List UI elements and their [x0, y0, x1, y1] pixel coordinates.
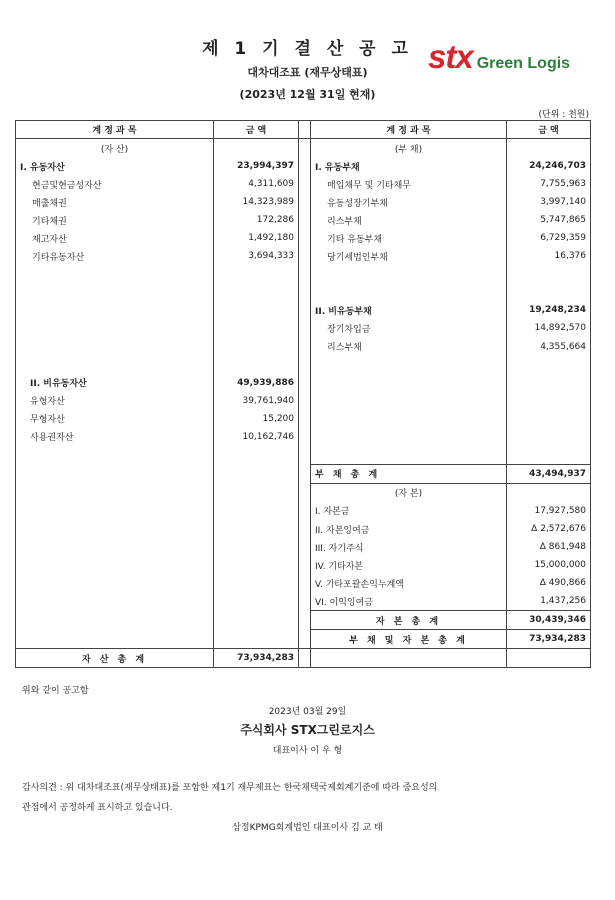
- table-row: [16, 211, 591, 229]
- equity-item-label: I. 자본금: [311, 502, 507, 520]
- table-row: [16, 356, 591, 374]
- equity-item-value: Δ 490,866: [507, 574, 591, 592]
- liability-item-value: 7,755,963: [507, 175, 591, 193]
- liability-item-value: 5,747,865: [507, 211, 591, 229]
- current-liabilities-total: 24,246,703: [507, 157, 591, 175]
- notice-title: 제 1 기 결 산 공 고: [202, 39, 413, 59]
- header-amount: 금 액: [507, 121, 591, 139]
- table-row: [16, 483, 591, 502]
- table-row: [16, 464, 591, 483]
- logo-stx-text: stx: [428, 38, 473, 75]
- equity-item-value: 1,437,256: [507, 592, 591, 611]
- table-row: [16, 338, 591, 356]
- assets-section-label: (자 산): [16, 139, 214, 158]
- company-logo: [428, 40, 570, 74]
- auditor-name: 삼정KPMG회계법인 대표이사 김 교 태: [232, 823, 383, 833]
- table-row: [16, 319, 591, 337]
- asset-item-label: 무형자산: [16, 410, 214, 428]
- table-row: [16, 502, 591, 520]
- audit-opinion-line2: 관점에서 공정하게 표시하고 있습니다.: [22, 803, 173, 813]
- table-row: [16, 139, 591, 158]
- header-account: 계 정 과 목: [311, 121, 507, 139]
- table-row: [16, 630, 591, 649]
- equity-item-label: V. 기타포괄손익누계액: [311, 574, 507, 592]
- noncurrent-assets-label: II. 비유동자산: [16, 374, 214, 392]
- table-row: [16, 592, 591, 611]
- noncurrent-liabilities-label: II. 비유동부채: [311, 301, 507, 319]
- table-row: [16, 611, 591, 630]
- liability-item-label: 당기세법인부채: [311, 247, 507, 265]
- asset-item-value: 172,286: [214, 211, 299, 229]
- liability-item-value: 14,892,570: [507, 319, 591, 337]
- notice-statement: 위와 같이 공고함: [22, 686, 89, 696]
- equity-item-label: II. 자본잉여금: [311, 520, 507, 538]
- liability-item-label: 리스부채: [311, 211, 507, 229]
- liability-item-label: 유동성장기부채: [311, 193, 507, 211]
- equity-item-value: 17,927,580: [507, 502, 591, 520]
- equity-item-value: Δ 861,948: [507, 538, 591, 556]
- asset-item-label: 재고자산: [16, 229, 214, 247]
- statement-subtitle: 대차대조표 (재무상태표): [247, 66, 368, 79]
- liability-item-value: 4,355,664: [507, 338, 591, 356]
- table-row: [16, 574, 591, 592]
- table-row: [16, 538, 591, 556]
- unit-label: (단위 : 천원): [538, 110, 589, 120]
- equity-item-label: IV. 기타자본: [311, 556, 507, 574]
- asset-item-value: 4,311,609: [214, 175, 299, 193]
- noncurrent-assets-total: 49,939,886: [214, 374, 299, 392]
- table-row: [16, 446, 591, 465]
- audit-opinion-line1: 감사의견 : 위 대차대조표(재무상태표)를 포함한 제1기 재무제표는 한국채택국제회계기준에 따라 중요성의: [22, 783, 438, 793]
- table-row: [16, 265, 591, 283]
- liability-item-label: 매입채무 및 기타채무: [311, 175, 507, 193]
- equity-section-label: (자 본): [311, 483, 507, 502]
- ceo-name: 대표이사 이 우 형: [272, 746, 343, 756]
- asset-item-label: 현금및현금성자산: [16, 175, 214, 193]
- liability-item-label: 리스부채: [311, 338, 507, 356]
- company-name: 주식회사 STX그린로지스: [240, 723, 375, 737]
- total-liabilities-label: 부 채 총 계: [311, 464, 507, 483]
- liabilities-section-label: (부 채): [311, 139, 507, 158]
- asset-item-value: 10,162,746: [214, 428, 299, 446]
- table-row: [16, 374, 591, 392]
- table-row: [16, 301, 591, 319]
- table-row: [16, 649, 591, 668]
- asset-item-label: 기타채권: [16, 211, 214, 229]
- equity-item-value: 15,000,000: [507, 556, 591, 574]
- asset-item-label: 매출채권: [16, 193, 214, 211]
- table-row: [16, 410, 591, 428]
- publication-date: 2023년 03월 29일: [268, 707, 347, 717]
- balance-sheet-table: [15, 120, 591, 668]
- table-row: [16, 157, 591, 175]
- asset-item-value: 39,761,940: [214, 392, 299, 410]
- asset-item-label: 사용권자산: [16, 428, 214, 446]
- table-row: [16, 229, 591, 247]
- current-liabilities-label: I. 유동부채: [311, 157, 507, 175]
- noncurrent-liabilities-total: 19,248,234: [507, 301, 591, 319]
- equity-item-label: VI. 이익잉여금: [311, 592, 507, 611]
- table-row: [16, 247, 591, 265]
- asset-item-value: 1,492,180: [214, 229, 299, 247]
- asset-item-value: 14,323,989: [214, 193, 299, 211]
- total-equity-value: 30,439,346: [507, 611, 591, 630]
- table-row: [16, 428, 591, 446]
- liability-item-value: 16,376: [507, 247, 591, 265]
- table-row: [16, 283, 591, 301]
- total-equity-label: 자 본 총 계: [311, 611, 507, 630]
- asset-item-value: 15,200: [214, 410, 299, 428]
- total-assets-value: 73,934,283: [214, 649, 299, 668]
- table-row: [16, 520, 591, 538]
- liability-item-value: 6,729,359: [507, 229, 591, 247]
- grand-total-value: 73,934,283: [507, 630, 591, 649]
- equity-item-value: Δ 2,572,676: [507, 520, 591, 538]
- current-assets-label: I. 유동자산: [16, 157, 214, 175]
- total-assets-label: 자 산 총 계: [16, 649, 214, 668]
- asset-item-label: 기타유동자산: [16, 247, 214, 265]
- table-row: [16, 392, 591, 410]
- grand-total-label: 부 채 및 자 본 총 계: [311, 630, 507, 649]
- table-row: [16, 556, 591, 574]
- table-row: [16, 175, 591, 193]
- table-header-row: [16, 121, 591, 139]
- header-account: 계 정 과 목: [16, 121, 214, 139]
- current-assets-total: 23,994,397: [214, 157, 299, 175]
- statement-date: (2023년 12월 31일 현재): [239, 88, 376, 101]
- liability-item-value: 3,997,140: [507, 193, 591, 211]
- table-row: [16, 193, 591, 211]
- logo-green-logis-text: Green Logis: [476, 55, 571, 72]
- equity-item-label: III. 자기주식: [311, 538, 507, 556]
- asset-item-label: 유형자산: [16, 392, 214, 410]
- header-amount: 금 액: [214, 121, 299, 139]
- liability-item-label: 장기차입금: [311, 319, 507, 337]
- liability-item-label: 기타 유동부채: [311, 229, 507, 247]
- asset-item-value: 3,694,333: [214, 247, 299, 265]
- total-liabilities-value: 43,494,937: [507, 464, 591, 483]
